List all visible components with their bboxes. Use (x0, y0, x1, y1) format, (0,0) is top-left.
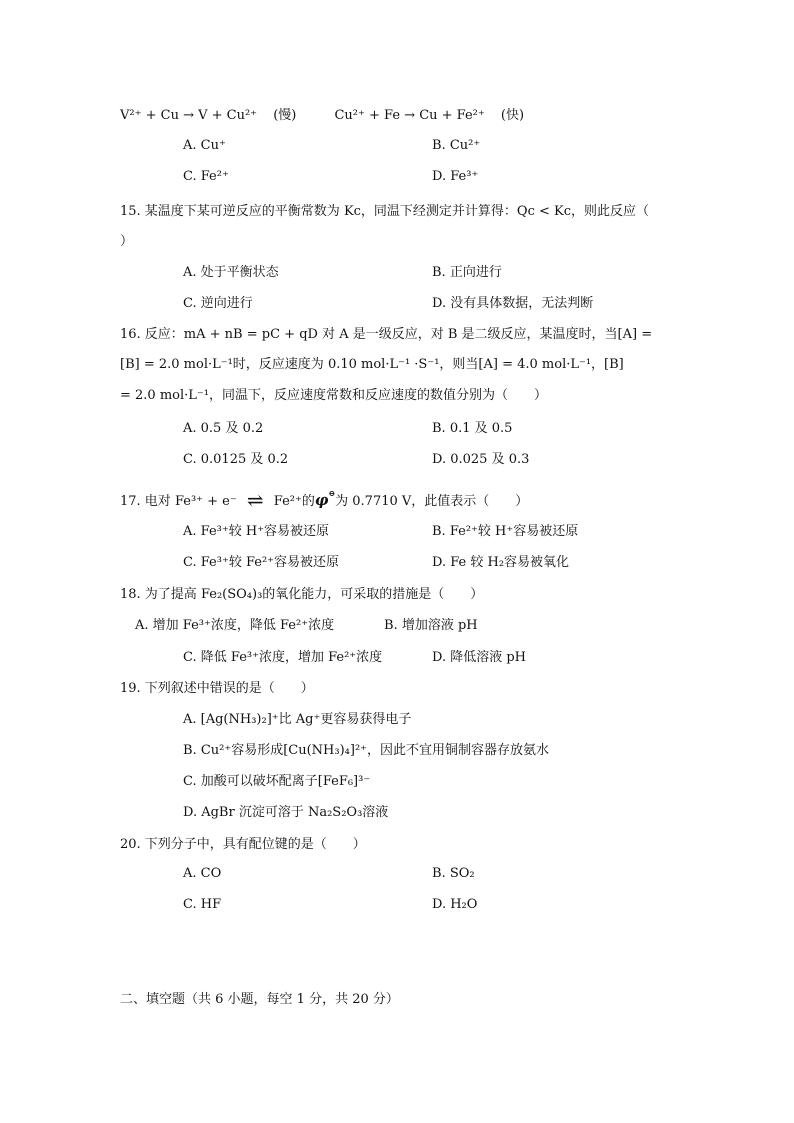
q19-option-b: B. Cu²⁺容易形成[Cu(NH₃)₄]²⁺，因此不宜用铜制容器存放氨水 (183, 743, 550, 758)
q14-option-d: D. Fe³⁺ (432, 169, 479, 184)
q20-option-d: D. H₂O (432, 897, 478, 912)
q18-stem: 18. 为了提高 Fe₂(SO₄)₃的氧化能力，可采取的措施是（ ） (120, 587, 484, 602)
q16-option-d: D. 0.025 及 0.3 (432, 452, 530, 467)
q17-option-a: A. Fe³⁺较 H⁺容易被还原 (183, 524, 330, 539)
q18-option-b: B. 增加溶液 pH (384, 618, 478, 633)
q16-stem-line1: 16. 反应：mA + nB = pC + qD 对 A 是一级反应，对 B 是二级反应，某温度时，当[A] = (120, 327, 653, 342)
reaction-slow-equation: V²⁺ + Cu → V + Cu²⁺ (120, 108, 258, 123)
reaction-line (120, 104, 524, 123)
q20-option-a: A. CO (183, 866, 222, 881)
q20-option-b: B. SO₂ (432, 866, 475, 881)
q15-stem-line1: 15. 某温度下某可逆反应的平衡常数为 Kc，同温下经测定并计算得：Qc < Kc，则此反应（ (120, 204, 650, 219)
q19-option-d: D. AgBr 沉淀可溶于 Na₂S₂O₃溶液 (183, 805, 389, 820)
section-heading-fill-in: 二、填空题（共 6 小题，每空 1 分，共 20 分） (120, 992, 399, 1007)
q16-option-a: A. 0.5 及 0.2 (183, 421, 264, 436)
q17-option-b: B. Fe²⁺较 H⁺容易被还原 (432, 524, 579, 539)
q16-option-b: B. 0.1 及 0.5 (432, 421, 513, 436)
standard-state-icon: ⊖ (328, 487, 336, 498)
reaction-fast-label: (快) (500, 108, 525, 123)
reaction-slow-label: (慢) (273, 108, 297, 123)
q17-stem (120, 486, 528, 510)
q17-stem-mid: Fe²⁺的 (273, 494, 315, 509)
q16-stem-line3: = 2.0 mol·L⁻¹，同温下，反应速度常数和反应速度的数值分别为（ ） (120, 388, 547, 403)
q14-option-a: A. Cu⁺ (183, 138, 226, 153)
q19-option-a: A. [Ag(NH₃)₂]⁺比 Ag⁺更容易获得电子 (183, 712, 412, 727)
q16-stem-line2: [B] = 2.0 mol·L⁻¹时，反应速度为 0.10 mol·L⁻¹ ·S⁻¹，则当[A] = 4.0 mol·L⁻¹，[B] (120, 357, 624, 372)
q18-option-a: A. 增加 Fe³⁺浓度，降低 Fe²⁺浓度 (135, 618, 335, 633)
reaction-fast-equation: Cu²⁺ + Fe → Cu + Fe²⁺ (334, 108, 485, 123)
q17-stem-suffix: 为 0.7710 V，此值表示（ ） (335, 494, 529, 509)
q20-option-c: C. HF (183, 897, 222, 912)
q17-option-c: C. Fe³⁺较 Fe²⁺容易被还原 (183, 555, 340, 570)
q17-option-d: D. Fe 较 H₂容易被氧化 (432, 555, 570, 570)
phi-symbol: φ (314, 491, 329, 509)
q18-option-d: D. 降低溶液 pH (432, 650, 527, 665)
q20-stem: 20. 下列分子中，具有配位键的是（ ） (120, 837, 366, 852)
q15-option-d: D. 没有具体数据，无法判断 (432, 296, 594, 311)
q16-option-c: C. 0.0125 及 0.2 (183, 452, 289, 467)
q14-option-c: C. Fe²⁺ (183, 169, 229, 184)
q15-option-b: B. 正向进行 (432, 265, 502, 280)
q19-option-c: C. 加酸可以破坏配离子[FeF₆]³⁻ (183, 774, 371, 789)
q17-stem-prefix: 17. 电对 Fe³⁺ + e⁻ (120, 494, 237, 509)
q15-stem-line2: ） (120, 234, 134, 249)
q18-option-c: C. 降低 Fe³⁺浓度，增加 Fe²⁺浓度 (183, 650, 383, 665)
q19-stem: 19. 下列叙述中错误的是（ ） (120, 681, 314, 696)
equilibrium-arrow-icon: ⇌ (246, 488, 264, 512)
q14-option-b: B. Cu²⁺ (432, 138, 481, 153)
q15-option-a: A. 处于平衡状态 (183, 265, 279, 280)
q15-option-c: C. 逆向进行 (183, 296, 253, 311)
